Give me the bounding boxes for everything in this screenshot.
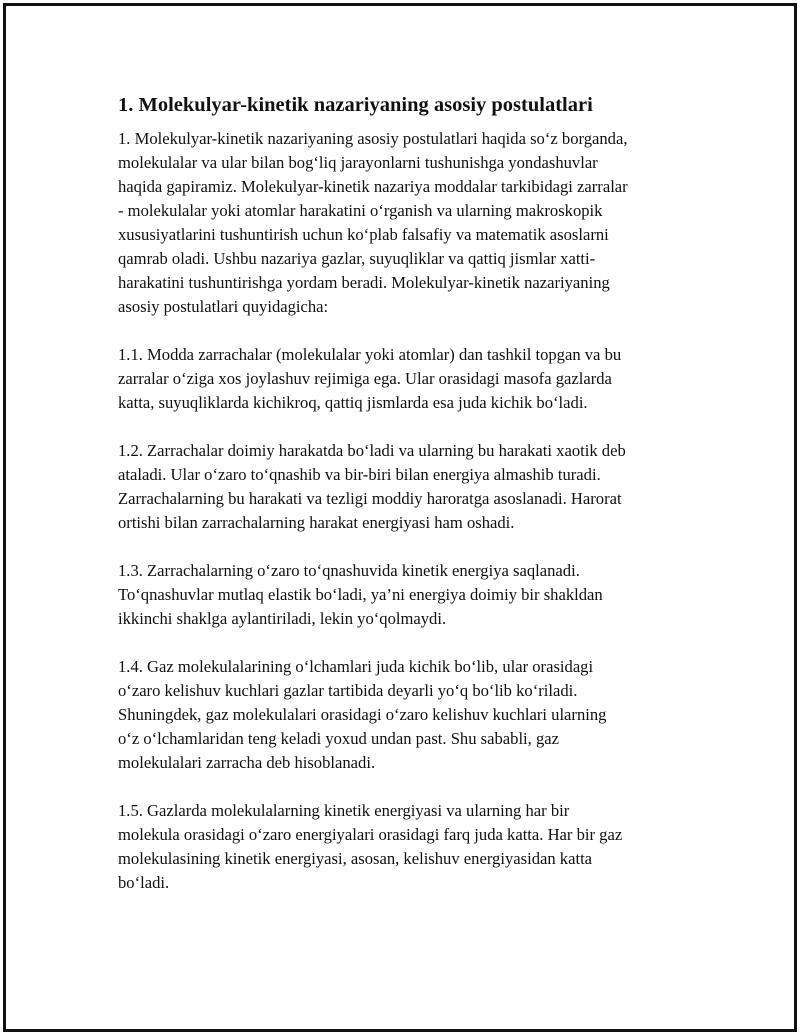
paragraph-intro [118,127,690,319]
paragraph-1-5 [118,799,690,895]
text-line: ataladi. Ular o‘zaro to‘qnashib va bir-biri bilan energiya almashib turadi. [118,465,601,484]
document-body [118,92,690,919]
text-line: zarralar o‘ziga xos joylashuv rejimiga ega. Ular orasidagi masofa gazlarda [118,369,612,388]
text-line: - molekulalar yoki atomlar harakatini o‘rganish va ularning makroskopik [118,201,603,220]
text-line: xususiyatlarini tushuntirish uchun ko‘plab falsafiy va matematik asoslarni [118,225,609,244]
text-line: 1.2. Zarrachalar doimiy harakatda bo‘ladi va ularning bu harakati xaotik deb [118,441,626,460]
text-line: asosiy postulatlari quyidagicha: [118,297,329,316]
text-line: molekula orasidagi o‘zaro energiyalari orasidagi farq juda katta. Har bir gaz [118,825,623,844]
text-line: 1.1. Modda zarrachalar (molekulalar yoki atomlar) dan tashkil topgan va bu [118,345,622,364]
text-line: Zarrachalarning bu harakati va tezligi moddiy haroratga asoslanadi. Harorat [118,489,622,508]
text-line: To‘qnashuvlar mutlaq elastik bo‘ladi, ya’ni energiya doimiy bir shakldan [118,585,603,604]
paragraph-1-3 [118,559,690,631]
text-line: ikkinchi shaklga aylantiriladi, lekin yo‘qolmaydi. [118,609,447,628]
text-line: 1.4. Gaz molekulalarining o‘lchamlari juda kichik bo‘lib, ular orasidagi [118,657,594,676]
text-line: molekulalari zarracha deb hisoblanadi. [118,753,376,772]
text-line: harakatini tushuntirishga yordam beradi. Molekulyar-kinetik nazariyaning [118,273,610,292]
text-line: molekulasining kinetik energiyasi, asosan, kelishuv energiyasidan katta [118,849,593,868]
text-line: 1.3. Zarrachalarning o‘zaro to‘qnashuvida kinetik energiya saqlanadi. [118,561,580,580]
text-line: o‘z o‘lchamlaridan teng keladi yoxud undan past. Shu sababli, gaz [118,729,559,748]
paragraph-1-4 [118,655,690,775]
text-line: molekulalar va ular bilan bog‘liq jarayonlarni tushunishga yondashuvlar [118,153,598,172]
text-line: Shuningdek, gaz molekulalari orasidagi o‘zaro kelishuv kuchlari ularning [118,705,607,724]
text-line: katta, suyuqliklarda kichikroq, qattiq jismlarda esa juda kichik bo‘ladi. [118,393,588,412]
paragraph-1-1 [118,343,690,415]
text-line: o‘zaro kelishuv kuchlari gazlar tartibida deyarli yo‘q bo‘lib ko‘riladi. [118,681,578,700]
text-line: 1. Molekulyar-kinetik nazariyaning asosiy postulatlari haqida so‘z borganda, [118,129,628,148]
text-line: bo‘ladi. [118,873,170,892]
text-line: haqida gapiramiz. Molekulyar-kinetik nazariya moddalar tarkibidagi zarralar [118,177,628,196]
paragraph-1-2 [118,439,690,535]
text-line: 1.5. Gazlarda molekulalarning kinetik energiyasi va ularning har bir [118,801,570,820]
section-heading: 1. Molekulyar-kinetik nazariyaning asosiy postulatlari [118,94,593,116]
text-line: qamrab oladi. Ushbu nazariya gazlar, suyuqliklar va qattiq jismlar xatti- [118,249,596,268]
text-line: ortishi bilan zarrachalarning harakat energiyasi ham oshadi. [118,513,515,532]
